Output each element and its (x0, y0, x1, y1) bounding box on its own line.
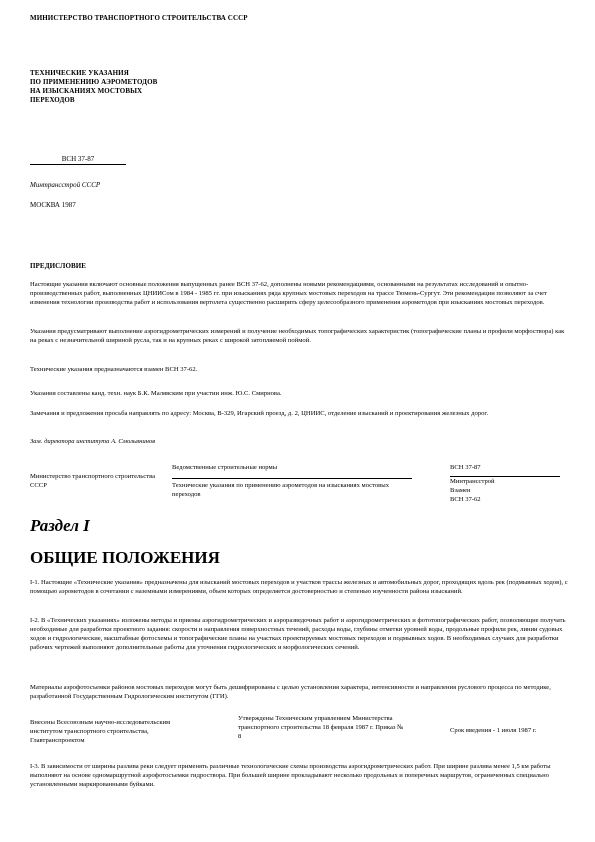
foreword-paragraph-4: Указания составлены канд. техн. наук Б.К. Малявским при участии инж. Ю.С. Смирнова. (30, 390, 282, 397)
foreword-paragraph-5: Замечания и предложения просьба направлять по адресу: Москва, В-329, Игарский проезд, д. 2, ЦНИИС, отделение изысканий и проектирования железных дорог. (30, 410, 488, 417)
section-paragraph-4: I-3. В зависимости от ширины разлива реки следует применять различные технологические схемы производства аэрогидрометрических работ. При ширине разлива менее 1,5 км работы выполняют на основе одномаршрутной аэрофотосъемки гидроствора. При большей ширине прокладывают несколько продольных и поперечных маршрутов, ограниченных специально установленными маркированными буйками. (30, 763, 551, 788)
ministry-header: МИНИСТЕРСТВО ТРАНСПОРТНОГО СТРОИТЕЛЬСТВА СССР (30, 14, 248, 22)
table1-title: Технические указания по применению аэрометодов на изысканиях мостовых переходов (172, 482, 390, 498)
table1-norms: Ведомственные строительные нормы (172, 463, 412, 479)
approval-approved: Утверждены Техническим управлением Министерства транспортного строительства 18 февраля 1987 г. Приказ № 8 (238, 715, 404, 740)
doc-code-text: ВСН 37-87 (61, 155, 95, 163)
table1-publisher: Минтрансстрой (450, 478, 495, 485)
section-title: Раздел I (30, 516, 90, 535)
foreword-heading: ПРЕДИСЛОВИЕ (30, 262, 87, 270)
approval-submitted: Внесены Всесоюзным научно-исследовательским институтом транспортного строительства, Главтранспроектом (30, 719, 171, 744)
doc-title-line-4: ПЕРЕХОДОВ (30, 96, 75, 104)
approval-effective-date: Срок введения - 1 июля 1987 г. (450, 727, 537, 734)
table1-ministry: Министерство транспортного строительства СССР (30, 473, 156, 489)
section-paragraph-1: I-1. Настоящие «Технические указания» предназначены для изысканий мостовых переходов и участков трассы железных и автомобильных дорог, проходящих вдоль рек (подмывных ходов), с помощью аэрометодов в сочетании с наземными измерениями, объем которых определяется достоверностью и степенью изученности района изысканий. (30, 579, 568, 595)
doc-title-line-3: НА ИЗЫСКАНИЯХ МОСТОВЫХ (30, 87, 143, 95)
table1-replaces-code: ВСН 37-62 (450, 496, 481, 503)
approval-table (30, 712, 565, 752)
section-paragraph-2: I-2. В «Технических указаниях» изложены методы и приемы аэрогидрометрических и аэроразведочных работ и аэрогидрометрических и фототопографических работ, позволяющие получать необходимые для разработки проектного задания: скорости и направления поверхностных течений, расходы воды, глубины отметки уровней воды, продольные профили рек, линии судовых ходов и гидрологические, масштабные фотосхемы и топографические планы на участках проектируемых мостовых переходов и подмывных ходов. В необходимых случаях для разработки рабочих чертежей выполняют дополнительные работы для уточнения гидрологических и морфологических сечений. (30, 617, 566, 651)
table1-replaces-label: Взамен (450, 487, 471, 494)
doc-code (30, 155, 126, 165)
doc-title-line-1: ТЕХНИЧЕСКИЕ УКАЗАНИЯ (30, 69, 129, 77)
section-heading: ОБЩИЕ ПОЛОЖЕНИЯ (30, 548, 220, 567)
foreword-paragraph-3: Технические указания предназначаются взамен ВСН 37-62. (30, 366, 198, 373)
doc-title-line-2: ПО ПРИМЕНЕНИЮ АЭРОМЕТОДОВ (30, 78, 158, 86)
city-year: МОСКВА 1987 (30, 201, 76, 209)
publisher: Минтрансстрой СССР (30, 181, 101, 189)
foreword-paragraph-2: Указания предусматривают выполнение аэрогидрометрических измерений и получение необходимых топографических характеристик (топографические планы и профили морфоствора) как на реках с незначительной шириной русла, так и на крупных реках с широкой затопляемой поймой. (30, 328, 565, 344)
foreword-signature: Зам. директора института А. Смольянинов (30, 438, 156, 445)
section-paragraph-3: Материалы аэрофотосъемки районов мостовых переходов могут быть дешифрированы с целью установления характера, интенсивности и направления руслового процесса по методике, разработанной Государственным Гидрологическим институтом (ГГИ). (30, 684, 551, 700)
table1-code: ВСН 37-87 (450, 463, 560, 477)
foreword-paragraph-1: Настоящие указания включают основные положения выпущенных ранее ВСН 37-62, дополнены новыми рекомендациями, основанными на результатах исследований и опытно-производственных работ, выполненных ЦНИИСом в 1984 - 1985 гг. при изысканиях ряда крупных мостовых переходов на трассе Тюмень-Сургут. Эти рекомендации позволяют за счет изменения технологии производства работ и использования вертолета существенно расширить сферу целесообразного применения аэрометодов при изысканиях мостовых переходов. (30, 281, 547, 306)
